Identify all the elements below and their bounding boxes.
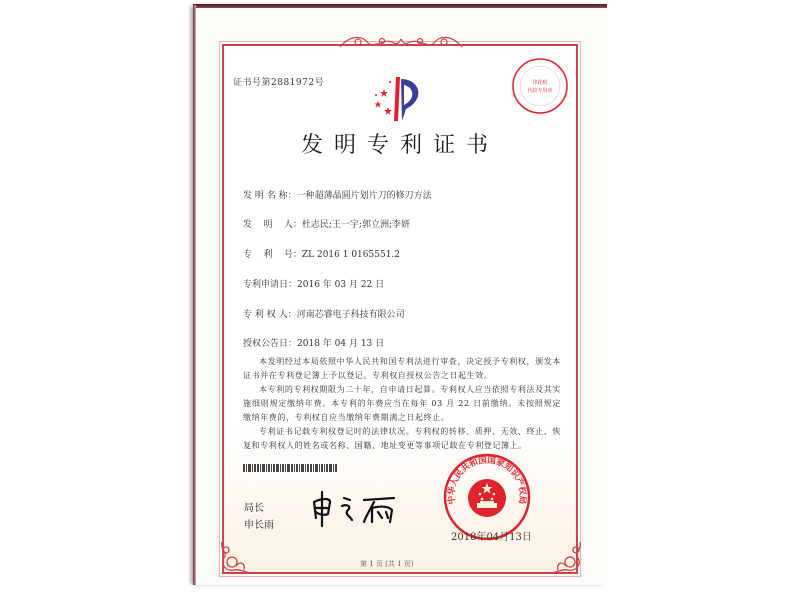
director-title: 局长 (244, 503, 264, 514)
certificate-body (243, 355, 561, 453)
field-label: 授权公告日： (243, 339, 298, 349)
field-label: 专 利 号： (243, 250, 302, 260)
field-invention-name (243, 188, 432, 201)
cnipa-logo-icon (368, 75, 428, 125)
field-patentee (243, 307, 405, 320)
seal-date: 2018年04月13日 (451, 532, 532, 543)
corner-ornament-icon (218, 540, 258, 576)
field-value: 杜志民;王一宇;郭立洲;李妍 (301, 220, 410, 230)
field-value: ZL 2016 1 0165551.2 (301, 250, 401, 260)
svg-text:代扣专用章: 代扣专用章 (527, 88, 553, 94)
field-label: 专 利 权 人： (243, 310, 297, 320)
patent-office-seal-icon (510, 56, 570, 116)
sheet-top-edge (193, 4, 607, 8)
field-value: 河南芯睿电子科技有限公司 (296, 310, 405, 320)
field-label: 专利申请日： (243, 280, 298, 290)
field-application-date (243, 277, 384, 290)
body-paragraph: 专利证书记载专利权登记时的法律状况。专利权的转移、质押、无效、终止、恢复和专利权人的姓名或名称、国籍、地址变更等事项记载在专利登记簿上。 (243, 427, 561, 450)
field-value: 2016 年 03 月 22 日 (297, 280, 385, 290)
field-value: 一种超薄晶圆片划片刀的修刀方法 (296, 191, 432, 201)
body-paragraph: 本专利的专利权期限为二十年，自申请日起算。专利权人应当依照专利法及其实施细则规定缴纳年费。本专利的年费应当在每年 03 月 22 日前缴纳。未按照规定缴纳年费的，专利权自应当缴纳年费期满之日起终止。 (243, 385, 561, 422)
sheet-left-edge (193, 5, 196, 585)
field-grant-date (243, 336, 384, 349)
svg-text:印花税: 印花税 (532, 80, 548, 86)
director-name: 申长雨 (244, 520, 274, 531)
page-number: 第 1 页 (共 1 页) (360, 560, 414, 568)
field-label: 发 明 名 称： (243, 191, 297, 201)
seal-text: 中华人民共和国国家知识产权局 (446, 455, 528, 505)
field-patent-number (243, 247, 400, 260)
field-value: 2018 年 04 月 13 日 (297, 339, 385, 349)
director-signature-icon (308, 488, 408, 528)
certificate-number: 证书号第2881972号 (233, 78, 325, 88)
certificate-title: 发明专利证书 (300, 133, 499, 158)
barcode (243, 464, 349, 472)
field-inventors (243, 217, 410, 230)
body-paragraph: 本发明经过本局依照中华人民共和国专利法进行审查，决定授予专利权，颁发本证书并在专利登记簿上予以登记。专利权自授权公告之日起生效。 (243, 357, 561, 380)
field-label: 发 明 人： (243, 220, 302, 230)
top-ornament-icon (338, 33, 464, 51)
corner-ornament-icon (544, 540, 584, 576)
